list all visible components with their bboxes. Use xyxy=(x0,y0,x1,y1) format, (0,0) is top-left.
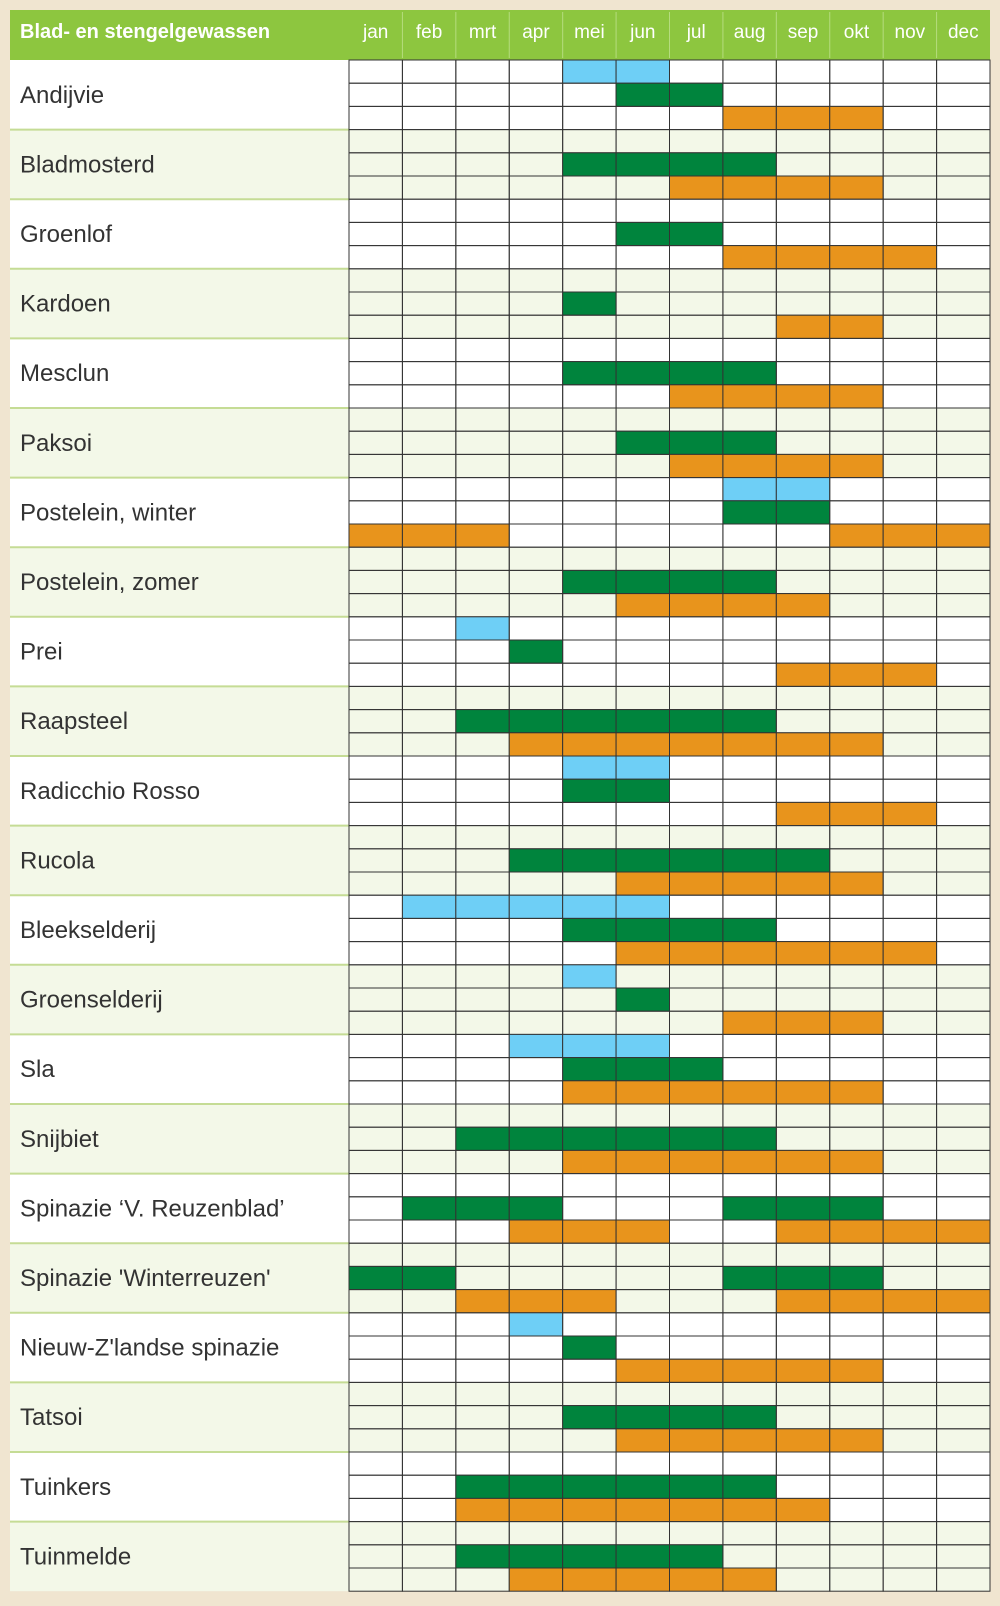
cell-green xyxy=(723,570,776,593)
cell-blue xyxy=(563,756,616,779)
crop-label: Kardoen xyxy=(20,290,111,318)
cell-orange xyxy=(776,385,829,408)
cell-orange xyxy=(723,176,776,199)
cell-green xyxy=(563,153,616,176)
cell-orange xyxy=(723,1359,776,1382)
cell-orange xyxy=(776,1290,829,1313)
crop-label: Bladmosterd xyxy=(20,151,155,179)
crop-label: Radicchio Rosso xyxy=(20,777,201,805)
cell-green xyxy=(349,1266,402,1289)
cell-orange xyxy=(776,1359,829,1382)
cell-orange xyxy=(456,1290,509,1313)
cell-orange xyxy=(830,246,883,269)
crop-label: Bleekselderij xyxy=(20,917,157,944)
cell-orange xyxy=(830,663,883,686)
cell-green xyxy=(616,431,669,454)
cell-blue xyxy=(509,1313,562,1336)
cell-orange xyxy=(776,1429,829,1452)
cell-green xyxy=(616,362,669,385)
cell-blue xyxy=(616,895,669,918)
cell-green xyxy=(509,640,562,663)
cell-orange xyxy=(349,524,402,547)
cell-green xyxy=(670,570,723,593)
cell-blue xyxy=(616,60,669,83)
cell-green xyxy=(616,153,669,176)
cell-orange xyxy=(883,524,936,547)
cell-green xyxy=(616,849,669,872)
cell-orange xyxy=(723,942,776,965)
cell-green xyxy=(723,362,776,385)
cell-orange xyxy=(776,1498,829,1521)
cell-green xyxy=(402,1197,455,1220)
month-label-apr: apr xyxy=(522,22,550,43)
cell-green xyxy=(670,362,723,385)
cell-orange xyxy=(830,1290,883,1313)
chart-title: Blad- en stengelgewassen xyxy=(20,21,271,43)
cell-orange xyxy=(776,246,829,269)
crop-label: Spinazie ‘V. Reuzenblad’ xyxy=(20,1195,285,1223)
crop-label: Paksoi xyxy=(20,429,93,457)
cell-green xyxy=(723,1127,776,1150)
month-label-sep: sep xyxy=(787,22,819,43)
cell-orange xyxy=(563,1220,616,1243)
cell-orange xyxy=(830,1220,883,1243)
cell-green xyxy=(509,1545,562,1568)
cell-green xyxy=(563,1475,616,1498)
cell-orange xyxy=(723,733,776,756)
cell-blue xyxy=(509,895,562,918)
cell-orange xyxy=(830,1011,883,1034)
cell-orange xyxy=(456,524,509,547)
cell-green xyxy=(616,1545,669,1568)
month-label-mrt: mrt xyxy=(468,22,497,43)
cell-green xyxy=(670,1127,723,1150)
month-label-mei: mei xyxy=(574,22,605,43)
cell-orange xyxy=(776,594,829,617)
cell-green xyxy=(563,849,616,872)
cell-orange xyxy=(830,1150,883,1173)
cell-green xyxy=(563,1336,616,1359)
crop-label: Tuinkers xyxy=(20,1473,112,1501)
cell-green xyxy=(456,1197,509,1220)
cell-orange xyxy=(776,176,829,199)
cell-green xyxy=(670,222,723,245)
cell-orange xyxy=(616,1220,669,1243)
crop-label: Tuinmelde xyxy=(20,1543,132,1571)
cell-orange xyxy=(509,1568,562,1591)
cell-orange xyxy=(670,733,723,756)
cell-blue xyxy=(563,1034,616,1057)
cell-orange xyxy=(830,872,883,895)
cell-orange xyxy=(776,802,829,825)
cell-green xyxy=(776,501,829,524)
cell-orange xyxy=(883,1290,936,1313)
cell-orange xyxy=(830,524,883,547)
cell-orange xyxy=(670,385,723,408)
cell-orange xyxy=(883,1220,936,1243)
cell-orange xyxy=(830,1359,883,1382)
month-label-dec: dec xyxy=(947,22,979,43)
crop-label: Mesclun xyxy=(20,360,110,388)
cell-orange xyxy=(723,594,776,617)
crop-label: Spinazie 'Winterreuzen' xyxy=(20,1265,271,1292)
cell-orange xyxy=(616,942,669,965)
month-label-feb: feb xyxy=(415,22,443,43)
month-label-jan: jan xyxy=(363,22,389,43)
cell-orange xyxy=(616,733,669,756)
cell-green xyxy=(723,1197,776,1220)
cell-orange xyxy=(723,1498,776,1521)
cell-orange xyxy=(670,942,723,965)
cell-orange xyxy=(776,872,829,895)
cell-green xyxy=(563,1058,616,1081)
cell-orange xyxy=(670,1429,723,1452)
cell-orange xyxy=(563,1081,616,1104)
cell-green xyxy=(670,1475,723,1498)
cell-green xyxy=(456,1475,509,1498)
cell-green xyxy=(670,1406,723,1429)
cell-orange xyxy=(616,594,669,617)
cell-orange xyxy=(723,872,776,895)
cell-green xyxy=(509,849,562,872)
cell-green xyxy=(723,1406,776,1429)
crop-label: Nieuw-Z'landse spinazie xyxy=(20,1334,280,1362)
cell-green xyxy=(616,918,669,941)
cell-green xyxy=(509,1475,562,1498)
cell-blue xyxy=(616,1034,669,1057)
cell-blue xyxy=(563,895,616,918)
cell-orange xyxy=(776,315,829,338)
cell-orange xyxy=(937,1220,990,1243)
crop-label: Raapsteel xyxy=(20,708,129,736)
cell-blue xyxy=(402,895,455,918)
crop-label: Sla xyxy=(20,1056,55,1084)
crop-label: Groenlof xyxy=(20,221,113,248)
cell-orange xyxy=(616,1429,669,1452)
cell-orange xyxy=(402,524,455,547)
cell-orange xyxy=(670,454,723,477)
cell-orange xyxy=(616,872,669,895)
cell-green xyxy=(670,710,723,733)
cell-green xyxy=(563,1127,616,1150)
crop-label: Rucola xyxy=(20,847,95,875)
cell-green xyxy=(776,1266,829,1289)
cell-orange xyxy=(830,942,883,965)
cell-orange xyxy=(670,1498,723,1521)
cell-green xyxy=(509,1127,562,1150)
cell-green xyxy=(616,779,669,802)
cell-green xyxy=(723,153,776,176)
cell-orange xyxy=(509,733,562,756)
cell-orange xyxy=(670,594,723,617)
cell-orange xyxy=(723,1429,776,1452)
cell-orange xyxy=(563,733,616,756)
cell-blue xyxy=(776,478,829,501)
cell-green xyxy=(776,849,829,872)
crop-label: Andijvie xyxy=(20,81,105,109)
cell-orange xyxy=(670,1081,723,1104)
cell-orange xyxy=(776,1220,829,1243)
month-label-jun: jun xyxy=(630,22,656,43)
cell-orange xyxy=(723,106,776,129)
cell-orange xyxy=(563,1290,616,1313)
cell-orange xyxy=(616,1568,669,1591)
cell-orange xyxy=(937,524,990,547)
cell-green xyxy=(670,918,723,941)
cell-orange xyxy=(723,1081,776,1104)
cell-orange xyxy=(456,1498,509,1521)
cell-green xyxy=(723,849,776,872)
cell-green xyxy=(402,1266,455,1289)
cell-orange xyxy=(670,872,723,895)
cell-green xyxy=(563,918,616,941)
cell-green xyxy=(509,1197,562,1220)
cell-blue xyxy=(563,60,616,83)
cell-orange xyxy=(776,663,829,686)
cell-orange xyxy=(723,246,776,269)
cell-orange xyxy=(509,1220,562,1243)
cell-blue xyxy=(456,617,509,640)
cell-green xyxy=(616,988,669,1011)
cell-orange xyxy=(883,246,936,269)
cell-orange xyxy=(830,176,883,199)
cell-green xyxy=(563,292,616,315)
cell-orange xyxy=(830,454,883,477)
cell-green xyxy=(563,779,616,802)
cell-orange xyxy=(563,1568,616,1591)
cell-green xyxy=(616,1058,669,1081)
cell-green xyxy=(723,710,776,733)
cell-green xyxy=(563,1406,616,1429)
cell-green xyxy=(563,362,616,385)
cell-orange xyxy=(616,1359,669,1382)
cell-orange xyxy=(776,1150,829,1173)
cell-orange xyxy=(723,1568,776,1591)
cell-green xyxy=(563,570,616,593)
cell-orange xyxy=(830,1429,883,1452)
cell-orange xyxy=(883,802,936,825)
cell-green xyxy=(723,501,776,524)
crop-label: Groenselderij xyxy=(20,986,163,1014)
crop-label: Postelein, zomer xyxy=(20,569,199,596)
cell-orange xyxy=(723,454,776,477)
cell-green xyxy=(670,849,723,872)
cell-orange xyxy=(670,1359,723,1382)
crop-label: Postelein, winter xyxy=(20,499,197,527)
cell-orange xyxy=(883,942,936,965)
cell-blue xyxy=(616,756,669,779)
cell-orange xyxy=(830,733,883,756)
cell-green xyxy=(670,83,723,106)
cell-green xyxy=(456,1127,509,1150)
cell-green xyxy=(509,710,562,733)
cell-orange xyxy=(776,106,829,129)
cell-orange xyxy=(509,1290,562,1313)
crop-label: Tatsoi xyxy=(20,1404,83,1432)
cell-green xyxy=(723,918,776,941)
cell-green xyxy=(830,1266,883,1289)
cell-orange xyxy=(563,1498,616,1521)
cell-green xyxy=(616,1406,669,1429)
cell-orange xyxy=(883,663,936,686)
month-label-aug: aug xyxy=(733,22,766,43)
cell-green xyxy=(670,153,723,176)
cell-orange xyxy=(723,1011,776,1034)
cell-green xyxy=(670,431,723,454)
cell-blue xyxy=(456,895,509,918)
cell-orange xyxy=(616,1081,669,1104)
cell-green xyxy=(563,710,616,733)
cell-green xyxy=(616,222,669,245)
cell-green xyxy=(830,1197,883,1220)
cell-green xyxy=(563,1545,616,1568)
cell-green xyxy=(616,83,669,106)
cell-orange xyxy=(830,1081,883,1104)
cell-green xyxy=(723,431,776,454)
cell-orange xyxy=(830,802,883,825)
cell-green xyxy=(670,1545,723,1568)
cell-orange xyxy=(776,454,829,477)
cell-orange xyxy=(723,385,776,408)
cell-green xyxy=(456,710,509,733)
cell-orange xyxy=(776,942,829,965)
cell-green xyxy=(670,1058,723,1081)
cell-orange xyxy=(670,1568,723,1591)
cell-green xyxy=(616,570,669,593)
cell-orange xyxy=(670,176,723,199)
month-label-jul: jul xyxy=(686,22,706,43)
cell-green xyxy=(723,1266,776,1289)
cell-green xyxy=(616,1127,669,1150)
cell-orange xyxy=(509,1498,562,1521)
month-label-nov: nov xyxy=(894,22,926,43)
cell-orange xyxy=(830,385,883,408)
cell-orange xyxy=(830,106,883,129)
cell-green xyxy=(776,1197,829,1220)
cell-green xyxy=(616,1475,669,1498)
cell-green xyxy=(616,710,669,733)
cell-orange xyxy=(830,315,883,338)
cell-blue xyxy=(563,965,616,988)
cell-green xyxy=(723,1475,776,1498)
cell-orange xyxy=(776,733,829,756)
cell-orange xyxy=(776,1081,829,1104)
cell-blue xyxy=(509,1034,562,1057)
cell-orange xyxy=(563,1150,616,1173)
cell-blue xyxy=(723,478,776,501)
cell-orange xyxy=(670,1150,723,1173)
cell-orange xyxy=(776,1011,829,1034)
cell-orange xyxy=(616,1150,669,1173)
month-label-okt: okt xyxy=(843,22,870,43)
cell-orange xyxy=(616,1498,669,1521)
crop-label: Prei xyxy=(20,638,63,666)
cell-green xyxy=(456,1545,509,1568)
crop-label: Snijbiet xyxy=(20,1125,99,1153)
cell-orange xyxy=(723,1150,776,1173)
cell-orange xyxy=(937,1290,990,1313)
